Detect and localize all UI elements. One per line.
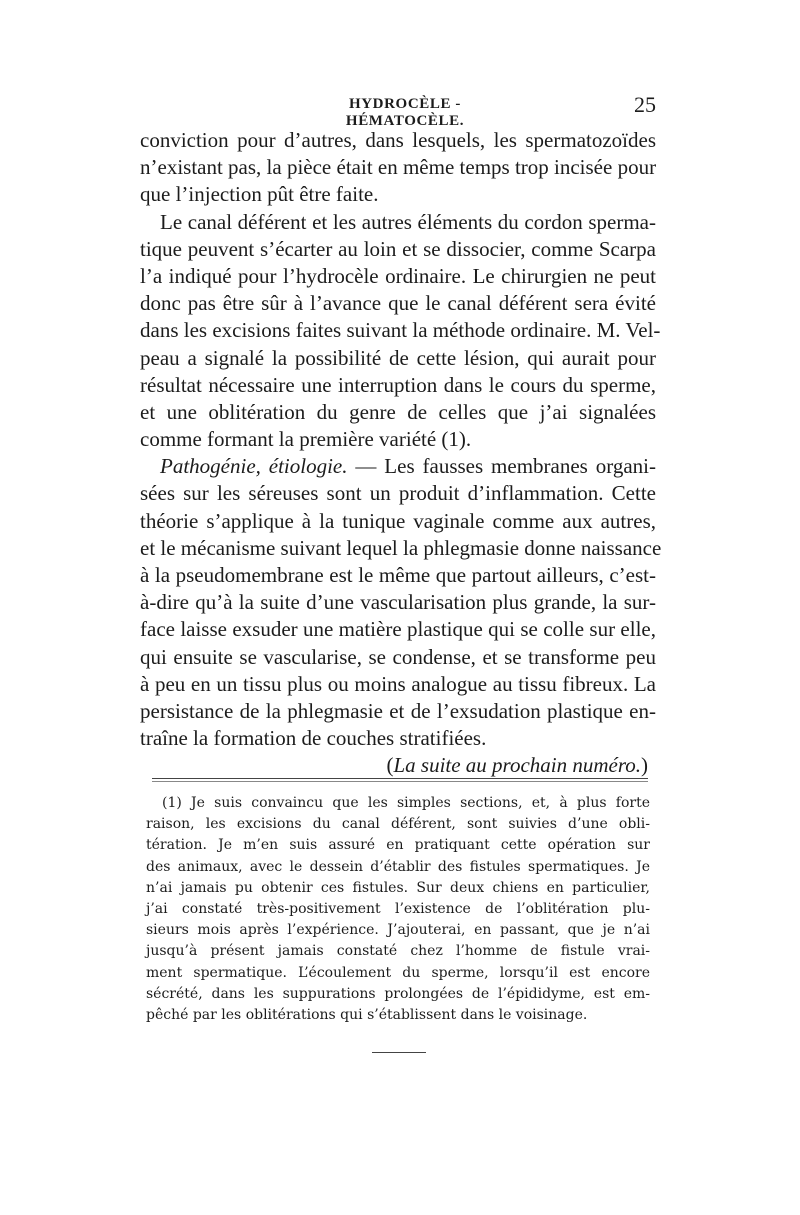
text-line: peau a signalé la possibilité de cette lésion, qui aurait pour	[140, 345, 656, 370]
text-line: donc pas être sûr à l’avance que le canal déférent sera évité	[140, 291, 656, 316]
footnote-line: pêché par les oblitérations qui s’établissent dans le voisinage.	[146, 1006, 588, 1023]
text-line: à-dire qu’à la suite d’une vascularisation plus grande, la sur-	[140, 590, 656, 615]
text-line: n’existant pas, la pièce était en même temps trop incisée pour	[140, 155, 657, 180]
footnote-line: ment spermatique. L’écoulement du sperme, lorsqu’il est encore	[146, 964, 650, 981]
text-line: et le mécanisme suivant lequel la phlegmasie donne naissance	[140, 535, 662, 560]
text-line: face laisse exsuder une matière plastique qui se colle sur elle,	[140, 617, 656, 642]
text-line: que l’injection pût être faite.	[140, 182, 379, 207]
running-head	[140, 92, 656, 129]
continuation-note	[140, 752, 656, 779]
footnote-line: sécrété, dans les suppurations prolongées de l’épididyme, est em-	[146, 985, 650, 1002]
text-line: qui ensuite se vascularise, se condense, et se transforme peu	[140, 644, 656, 669]
text-line: résultat nécessaire une interruption dans le cours du sperme,	[140, 372, 656, 397]
text-line: conviction pour d’autres, dans lesquels, les spermatozoïdes	[140, 128, 656, 152]
section-heading-line	[140, 453, 656, 480]
continuation-text: La suite au prochain numéro.	[393, 753, 641, 778]
continuation-close: )	[641, 753, 648, 778]
text-line: persistance de la phlegmasie et de l’exsudation plastique en-	[140, 698, 656, 723]
text-line: Le canal déférent et les autres éléments du cordon sperma-	[160, 209, 656, 234]
footnote-line: j’ai constaté très-positivement l’existence de l’oblitération plu-	[146, 900, 650, 917]
page-number: 25	[634, 92, 656, 117]
text-line: traîne la formation de couches stratifiées.	[140, 726, 487, 751]
footnote	[146, 793, 650, 1026]
footnote-separator	[152, 778, 648, 779]
text-line: et une oblitération du genre de celles que j’ai signalées	[140, 399, 656, 424]
text-line: tique peuvent s’écarter au loin et se dissocier, comme Scarpa	[140, 236, 656, 261]
running-head-title: HYDROCÈLE - HÉMATOCÈLE.	[345, 96, 465, 129]
section-heading: Pathogénie, étiologie.	[160, 454, 348, 479]
footnote-line: raison, les excisions du canal déférent, sont suivies d’une obli-	[146, 816, 650, 833]
footnote-line: des animaux, avec le dessein d’établir des fistules spermatiques. Je	[146, 858, 650, 875]
footnote-line: tération. Je m’en suis assuré en pratiquant cette opération sur	[146, 837, 650, 854]
footnote-separator-shadow	[152, 781, 648, 782]
footnote-line: n’ai jamais pu obtenir ces fistules. Sur deux chiens en particulier,	[146, 879, 650, 896]
text-line: à peu en un tissu plus ou moins analogue au tissu fibreux. La	[140, 671, 656, 696]
end-rule	[372, 1052, 426, 1053]
text-line: théorie s’applique à la tunique vaginale comme aux autres,	[140, 508, 656, 533]
footnote-line: sieurs mois après l’expérience. J’ajouterai, en passant, que je n’ai	[146, 922, 650, 939]
main-text	[140, 127, 662, 780]
text-line: à la pseudomembrane est le même que partout ailleurs, c’est-	[140, 563, 656, 587]
footnote-line: jusqu’à présent jamais constaté chez l’homme de fistule vrai-	[146, 943, 650, 960]
text-line: l’a indiqué pour l’hydrocèle ordinaire. Le chirurgien ne peut	[140, 263, 656, 288]
text-line: comme formant la première variété (1).	[140, 427, 472, 452]
footnote-line: (1) Je suis convaincu que les simples sections, et, à plus forte	[162, 795, 650, 811]
continuation-open: (	[386, 753, 394, 778]
text-line: dans les excisions faites suivant la méthode ordinaire. M. Vel-	[140, 318, 661, 343]
text-line: sées sur les séreuses sont un produit d’inflammation. Cette	[140, 481, 656, 506]
section-heading-rest: — Les fausses membranes organi-	[347, 454, 656, 479]
